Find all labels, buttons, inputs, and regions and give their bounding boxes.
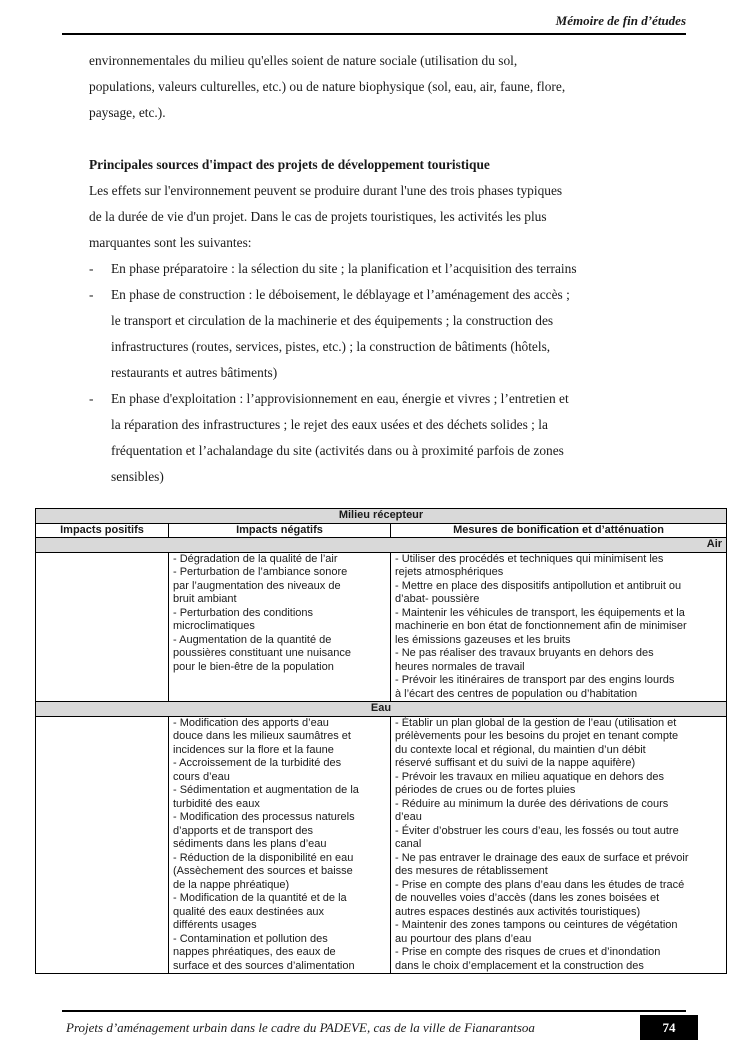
cell-line: prélèvements pour les besoins du projet en tenant compte: [395, 730, 679, 742]
body-text: [89, 48, 669, 490]
phase-line: sensibles): [111, 469, 164, 484]
cell-line: - Mettre en place des dispositifs antipollution et antibruit ou: [395, 579, 682, 592]
cell-line: - Prise en compte des risques de crues et d’inondation: [395, 946, 661, 958]
cell-line: au pourtour des plans d’eau: [395, 932, 532, 945]
intro-line: environnementales du milieu qu'elles soient de nature sociale (utilisation du sol,: [89, 53, 518, 68]
cell-line: - Modification des processus naturels: [173, 811, 355, 823]
cell-line: - Perturbation de l’ambiance sonore: [173, 566, 348, 578]
table-title: Milieu récepteur: [36, 509, 727, 524]
cell-line: - Sédimentation et augmentation de la: [173, 784, 359, 796]
cell-line: - Maintenir les véhicules de transport, les équipements et la: [395, 606, 685, 619]
cell-line: bruit ambiant: [173, 593, 237, 605]
cell-line: qualité des eaux destinées aux: [173, 905, 325, 918]
phase-item-exploitation: - En phase d'exploitation : l’approvisionnement en eau, énergie et vivres ; l’entretien et la réparation des infrastructures ; le rejet des eaux usées et des déchets solides ; la fréquentation et l’achalandage du site (activités dans ou à proximité parfois de zones sensibles): [89, 386, 669, 490]
section-label-air: Air: [36, 538, 727, 553]
cell-line: microclimatiques: [173, 620, 255, 632]
cell-line: périodes de crues ou de fortes pluies: [395, 784, 576, 796]
cell-measures-eau: [391, 716, 727, 974]
footer-text: Projets d’aménagement urbain dans le cadre du PADEVE, cas de la ville de Fianarantsoa: [66, 1020, 535, 1035]
intro-line: paysage, etc.).: [89, 105, 166, 120]
cell-line: - Prévoir les itinéraires de transport par des engins lourds: [395, 674, 675, 686]
cell-line: - Utiliser des procédés et techniques qui minimisent les: [395, 552, 664, 565]
paragraph-line: de la durée de vie d'un projet. Dans le cas de projets touristiques, les activités les plus: [89, 209, 547, 224]
section-label-eau: Eau: [36, 702, 727, 717]
cell-negative-air: [169, 552, 391, 702]
cell-line: - Établir un plan global de la gestion de l’eau (utilisation et: [395, 716, 677, 729]
cell-line: de la nappe phréatique): [173, 878, 290, 891]
footer-rule: [62, 1010, 686, 1012]
column-header-measures: Mesures de bonification et d’atténuation: [391, 523, 727, 538]
cell-line: heures normales de travail: [395, 660, 525, 673]
cell-positive-air: [36, 552, 169, 702]
cell-line: - Réduire au minimum la durée des dérivations de cours: [395, 797, 669, 810]
phase-item-preparatory: - En phase préparatoire : la sélection du site ; la planification et l’acquisition des terrains: [89, 256, 669, 282]
cell-line: douce dans les milieux saumâtres et: [173, 730, 351, 742]
cell-line: turbidité des eaux: [173, 797, 260, 810]
phase-item-construction: - En phase de construction : le déboisement, le déblayage et l’aménagement des accès ; le transport et circulation de la machinerie et des équipements ; la construction des infrastructures (routes, services, pistes, etc.) ; la construction de bâtiments (hôtels, restaurants et autres bâtiments): [89, 282, 669, 386]
paragraph-line: Les effets sur l'environnement peuvent se produire durant l'une des trois phases typiques: [89, 183, 563, 198]
column-header-positive: Impacts positifs: [36, 523, 169, 538]
cell-line: nappes phréatiques, des eaux de: [173, 946, 336, 958]
phase-line: le transport et circulation de la machinerie et des équipements ; la construction des: [111, 313, 554, 328]
cell-line: - Réduction de la disponibilité en eau: [173, 851, 354, 864]
cell-positive-eau: [36, 716, 169, 974]
cell-line: dans le choix d’emplacement et la construction des: [395, 959, 644, 972]
cell-line: des mesures de rétablissement: [395, 865, 548, 877]
cell-line: du contexte local et régional, du maintien d’un débit: [395, 743, 646, 756]
phase-line: fréquentation et l’achalandage du site (activités dans ou à proximité parfois de zones: [111, 443, 564, 458]
cell-line: - Ne pas réaliser des travaux bruyants en dehors des: [395, 647, 654, 659]
cell-line: cours d’eau: [173, 770, 230, 783]
running-header: Mémoire de fin d’études: [555, 13, 686, 28]
cell-line: à l’écart des centres de population ou d’habitation: [395, 687, 638, 700]
page-number: 74: [640, 1015, 698, 1040]
cell-line: autres espaces destinés aux activités touristiques): [395, 905, 641, 918]
cell-line: différents usages: [173, 919, 257, 931]
cell-line: rejets atmosphériques: [395, 566, 504, 578]
cell-line: - Éviter d’obstruer les cours d’eau, les fossés ou tout autre: [395, 824, 679, 837]
cell-line: d’apports et de transport des: [173, 824, 314, 837]
cell-line: - Maintenir des zones tampons ou ceintures de végétation: [395, 919, 678, 931]
cell-line: - Accroissement de la turbidité des: [173, 757, 342, 769]
cell-line: pour le bien-être de la population: [173, 660, 334, 673]
cell-line: - Contamination et pollution des: [173, 932, 328, 945]
cell-line: par l’augmentation des niveaux de: [173, 579, 341, 592]
cell-line: - Prise en compte des plans d’eau dans les études de tracé: [395, 878, 685, 891]
paragraph-line: marquantes sont les suivantes:: [89, 235, 252, 250]
phase-line: En phase préparatoire : la sélection du site ; la planification et l’acquisition des terrains: [111, 261, 577, 276]
cell-line: les émissions gazeuses et les bruits: [395, 633, 571, 646]
cell-line: de nouvelles voies d’accès (dans les zones boisées et: [395, 892, 660, 904]
table-row: [36, 552, 727, 702]
impact-table: [35, 508, 727, 974]
cell-line: canal: [395, 838, 422, 850]
section-heading: Principales sources d'impact des projets de développement touristique: [89, 157, 490, 172]
cell-line: - Augmentation de la quantité de: [173, 633, 332, 646]
cell-line: - Dégradation de la qualité de l’air: [173, 552, 338, 565]
cell-line: incidences sur la flore et la faune: [173, 743, 334, 756]
cell-line: - Perturbation des conditions: [173, 606, 314, 619]
cell-line: réservé suffisant et du suivi de la nappe aquifère): [395, 757, 636, 769]
cell-measures-air: [391, 552, 727, 702]
cell-line: surface et des sources d’alimentation: [173, 959, 355, 972]
cell-line: d’abat- poussière: [395, 593, 480, 605]
phase-line: infrastructures (routes, services, pistes, etc.) ; la construction de bâtiments (hôtels,: [111, 339, 551, 354]
table-row: [36, 716, 727, 974]
column-header-negative: Impacts négatifs: [169, 523, 391, 538]
cell-line: - Prévoir les travaux en milieu aquatique en dehors des: [395, 770, 665, 783]
cell-negative-eau: [169, 716, 391, 974]
cell-line: machinerie en bon état de fonctionnement afin de minimiser: [395, 620, 687, 632]
cell-line: (Assèchement des sources et baisse: [173, 865, 353, 877]
cell-line: poussières constituant une nuisance: [173, 647, 351, 659]
header-rule: [62, 33, 686, 35]
phase-line: En phase d'exploitation : l’approvisionnement en eau, énergie et vivres ; l’entretien et: [111, 391, 569, 406]
phase-line: En phase de construction : le déboisement, le déblayage et l’aménagement des accès ;: [111, 287, 570, 302]
phase-line: la réparation des infrastructures ; le rejet des eaux usées et des déchets solides ; la: [111, 417, 548, 432]
intro-line: populations, valeurs culturelles, etc.) ou de nature biophysique (sol, eau, air, faune, flore,: [89, 79, 566, 94]
cell-line: sédiments dans les plans d’eau: [173, 838, 327, 850]
phase-list: [89, 256, 669, 490]
phase-line: restaurants et autres bâtiments): [111, 365, 278, 380]
cell-line: - Ne pas entraver le drainage des eaux de surface et prévoir: [395, 851, 689, 864]
cell-line: - Modification de la quantité et de la: [173, 892, 347, 904]
cell-line: d’eau: [395, 811, 422, 823]
cell-line: - Modification des apports d’eau: [173, 716, 329, 729]
